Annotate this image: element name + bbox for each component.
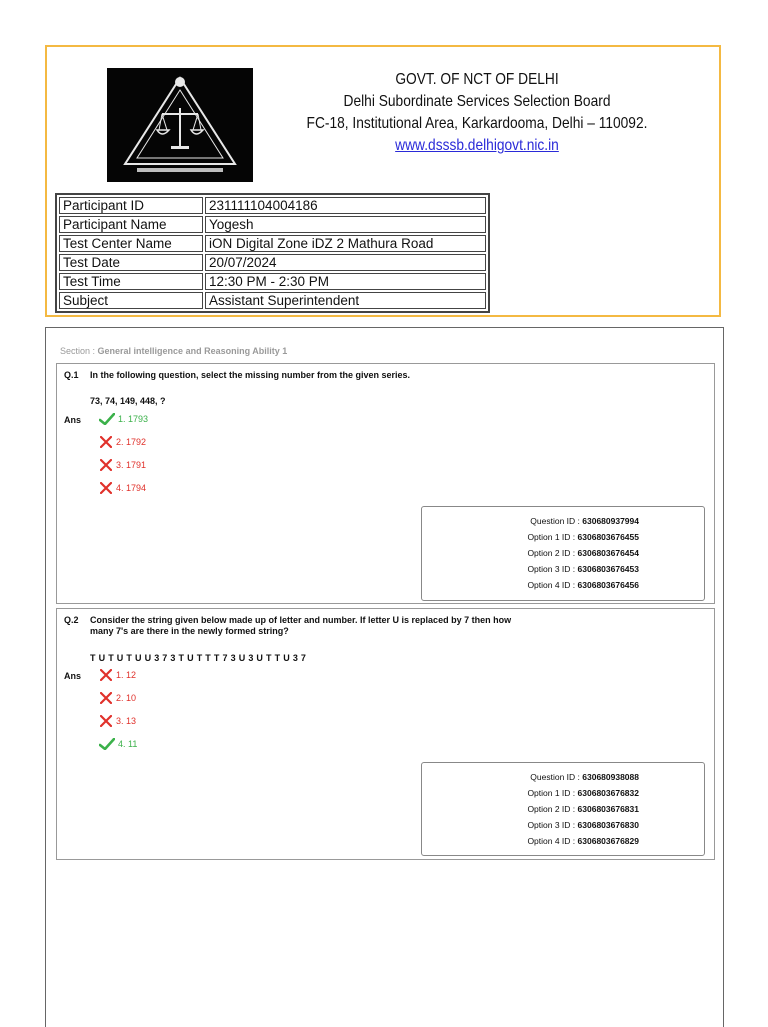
option-text: 2. 1792 [116,437,147,447]
table-row [59,216,486,233]
option-id: 6306803676832 [577,788,639,798]
option-id: 6306803676830 [577,820,639,830]
website-link[interactable]: www.dsssb.delhigovt.nic.in [395,137,559,154]
check-icon [99,738,115,750]
option-text: 3. 13 [116,716,137,726]
option-id-row: Option 2 ID : 6306803676831 [527,804,639,814]
test-center-label: Test Center Name [59,235,203,252]
dsssb-emblem-icon [107,68,253,182]
option-id: 6306803676831 [577,804,639,814]
option-id-row: Option 2 ID : 6306803676454 [527,548,639,558]
test-time-value: 12:30 PM - 2:30 PM [205,273,486,290]
question-id-row: Question ID : 630680938088 [530,772,639,782]
option-3 [99,459,146,471]
option-text: 2. 10 [116,693,137,703]
section-name: General intelligence and Reasoning Ability 1 [97,346,288,356]
question-series: 73, 74, 149, 448, ? [90,396,166,406]
option-4 [99,482,146,494]
question-number: Q.1 [64,370,79,380]
board-address: FC-18, Institutional Area, Karkardooma, Delhi – 110092. [306,115,648,132]
cross-icon [99,715,113,727]
test-time-label: Test Time [59,273,203,290]
table-row [59,197,486,214]
question-id: 630680938088 [582,772,639,782]
question-panel-2 [56,608,715,860]
section-prefix: Section : [60,346,98,356]
question-number: Q.2 [64,615,79,625]
option-id-row: Option 3 ID : 6306803676453 [527,564,639,574]
subject-value: Assistant Superintendent [205,292,486,309]
option-1 [99,413,148,425]
govt-title: GOVT. OF NCT OF DELHI [395,71,559,88]
participant-name-value: Yogesh [205,216,486,233]
table-row [59,273,486,290]
subject-label: Subject [59,292,203,309]
option-id: 6306803676829 [577,836,639,846]
cross-icon [99,436,113,448]
question-id: 630680937994 [582,516,639,526]
participant-id-value: 231111104004186 [205,197,486,214]
table-row [59,292,486,309]
option-4 [99,738,137,750]
participant-id-label: Participant ID [59,197,203,214]
option-id: 6306803676454 [577,548,639,558]
option-id-row: Option 3 ID : 6306803676830 [527,820,639,830]
board-name: Delhi Subordinate Services Selection Board [343,93,611,110]
table-row [59,235,486,252]
question-panel-1 [56,363,715,604]
option-id: 6306803676456 [577,580,639,590]
question-section [45,327,724,1027]
option-2 [99,436,146,448]
participant-name-label: Participant Name [59,216,203,233]
cross-icon [99,459,113,471]
test-date-label: Test Date [59,254,203,271]
ans-label: Ans [64,415,82,425]
question-string: T U T U T U U 3 7 3 T U T T T 7 3 U 3 U T T U 3 7 [90,653,307,663]
option-text: 1. 1793 [118,414,149,424]
table-row [59,254,486,271]
question-id-row: Question ID : 630680937994 [530,516,639,526]
option-text: 4. 11 [118,739,138,749]
option-text: 3. 1791 [116,460,147,470]
option-text: 4. 1794 [116,483,147,493]
option-id-row: Option 4 ID : 6306803676829 [527,836,639,846]
question-text: Consider the string given below made up of letter and number. If letter U is replaced by 7 then how many 7's are there in the newly formed string? [90,615,512,636]
participant-table [55,193,490,313]
question-id-box [421,762,705,856]
option-1 [99,669,136,681]
section-label [60,346,287,356]
option-id: 6306803676455 [577,532,639,542]
cross-icon [99,692,113,704]
test-center-value: iON Digital Zone iDZ 2 Mathura Road [205,235,486,252]
option-id-row: Option 4 ID : 6306803676456 [527,580,639,590]
cross-icon [99,669,113,681]
option-3 [99,715,136,727]
ans-label: Ans [64,671,82,681]
option-id: 6306803676453 [577,564,639,574]
option-id-row: Option 1 ID : 6306803676455 [527,532,639,542]
option-text: 1. 12 [116,670,137,680]
organization-info [277,69,677,157]
question-id-box [421,506,705,601]
question-text: In the following question, select the missing number from the given series. [90,370,411,380]
option-2 [99,692,136,704]
check-icon [99,413,115,425]
cross-icon [99,482,113,494]
exam-header [45,45,721,317]
test-date-value: 20/07/2024 [205,254,486,271]
option-id-row: Option 1 ID : 6306803676832 [527,788,639,798]
